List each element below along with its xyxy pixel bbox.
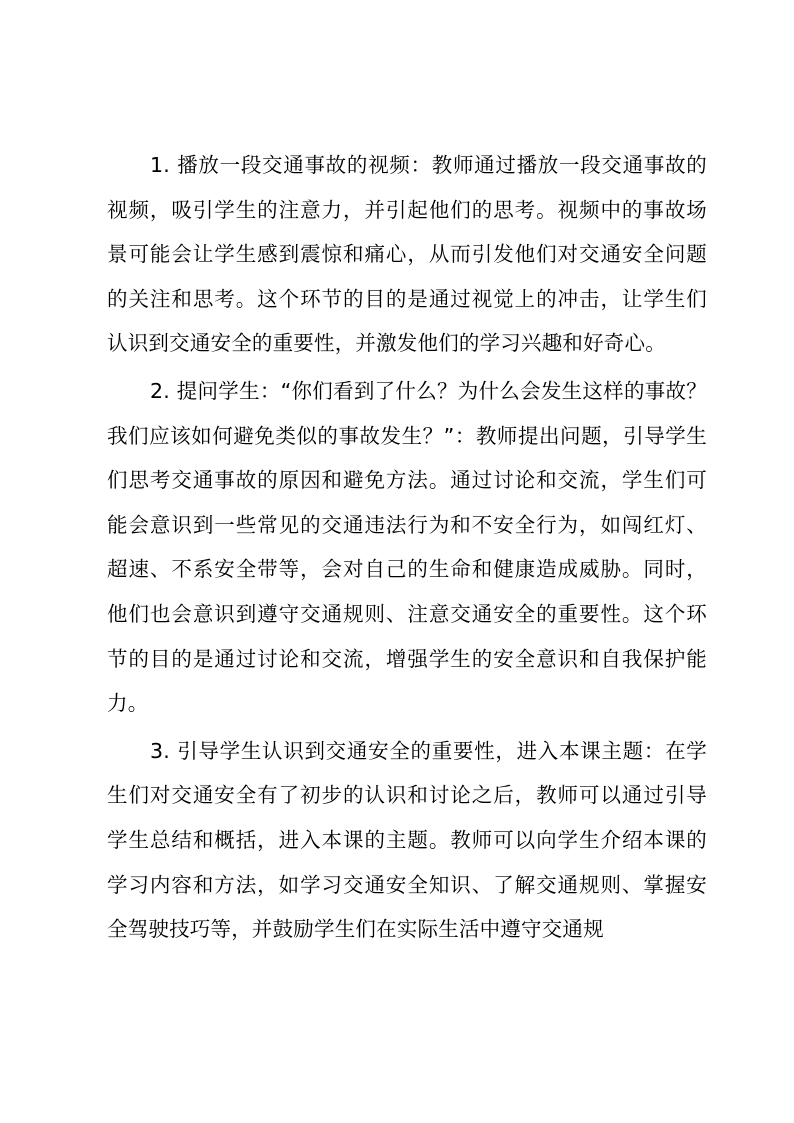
paragraph-2: 2. 提问学生：“你们看到了什么？为什么会发生这样的事故？我们应该如何避免类似的事故发生？”：教师提出问题，引导学生们思考交通事故的原因和避免方法。通过讨论和交流，学生们可能会意识到一些常见的交通违法行为和不安全行为，如闯红灯、超速、不系安全带等，会对自己的生命和健康造成威胁。同时，他们也会意识到遵守交通规则、注意交通安全的重要性。这个环节的目的是通过讨论和交流，增强学生的安全意识和自我保护能力。 xyxy=(107,378,707,716)
document-body xyxy=(107,143,707,955)
paragraph-1: 1. 播放一段交通事故的视频：教师通过播放一段交通事故的视频，吸引学生的注意力，并引起他们的思考。视频中的事故场景可能会让学生感到震惊和痛心，从而引发他们对交通安全问题的关注和思考。这个环节的目的是通过视觉上的冲击，让学生们认识到交通安全的重要性，并激发他们的学习兴趣和好奇心。 xyxy=(107,153,707,356)
paragraph-3: 3. 引导学生认识到交通安全的重要性，进入本课主题：在学生们对交通安全有了初步的认识和讨论之后，教师可以通过引导学生总结和概括，进入本课的主题。教师可以向学生介绍本课的学习内容和方法，如学习交通安全知识、了解交通规则、掌握安全驾驶技巧等，并鼓励学生们在实际生活中遵守交通规 xyxy=(107,738,707,942)
